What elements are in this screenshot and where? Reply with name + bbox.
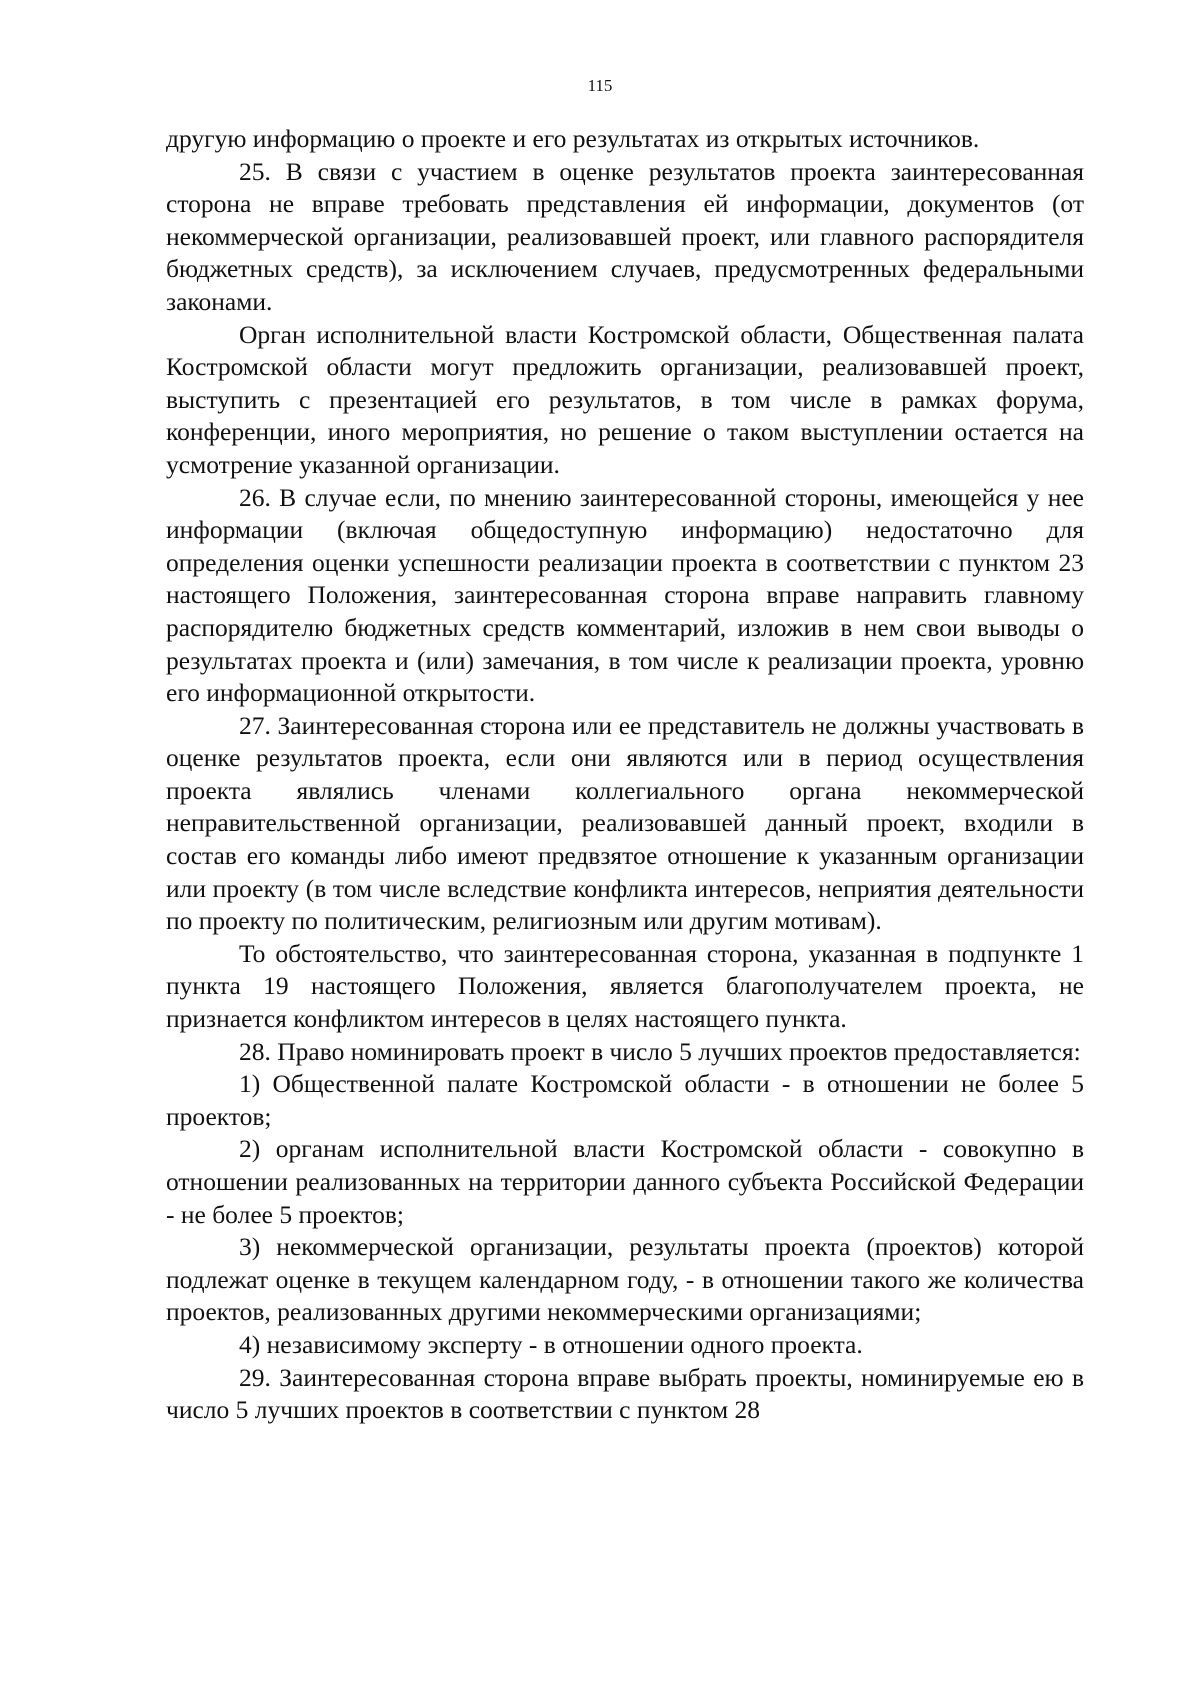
paragraph: 3) некоммерческой организации, результаты проекта (проектов) которой подлежат оценке в текущем календарном году, - в отношении такого же количества проектов, реализованных другими некоммерческими организациями; bbox=[166, 1232, 1084, 1327]
paragraph: Орган исполнительной власти Костромской области, Общественная палата Костромской области могут предложить организации, реализовавшей проект, выступить с презентацией его результатов, в том числе в рамках форума, конференции, иного мероприятия, но решение о таком выступлении остается на усмотрение указанной организации. bbox=[166, 319, 1084, 479]
paragraph: То обстоятельство, что заинтересованная сторона, указанная в подпункте 1 пункта 19 настоящего Положения, является благополучателем проекта, не признается конфликтом интересов в целях настоящего пункта. bbox=[166, 938, 1084, 1034]
paragraph: 1) Общественной палате Костромской области - в отношении не более 5 проектов; bbox=[166, 1069, 1084, 1131]
paragraph: 25. В связи с участием в оценке результатов проекта заинтересованная сторона не вправе требовать представления ей информации, документов (от некоммерческой организации, реализовавшей проект, или главного распорядителя бюджетных средств), за исключением случаев, предусмотренных федеральными законами. bbox=[166, 156, 1084, 316]
paragraph: 27. Заинтересованная сторона или ее представитель не должны участвовать в оценке результатов проекта, если они являются или в период осуществления проекта являлись членами коллегиального органа некоммерческой неправительственной организации, реализовавшей данный проект, входили в состав его команды либо имеют предвзятое отношение к указанным организации или проекту (в том числе вследствие конфликта интересов, неприятия деятельности по проекту по политическим, религиозным или другим мотивам). bbox=[166, 710, 1084, 936]
paragraph: 29. Заинтересованная сторона вправе выбрать проекты, номинируемые ею в число 5 лучших проектов в соответствии с пунктом 28 bbox=[166, 1362, 1084, 1425]
paragraph: 28. Право номинировать проект в число 5 лучших проектов предоставляется: bbox=[239, 1036, 1081, 1066]
paragraph: 2) органам исполнительной власти Костромской области - совокупно в отношении реализованных на территории данного субъекта Российской Федерации - не более 5 проектов; bbox=[166, 1134, 1084, 1229]
paragraph: 4) независимому эксперту - в отношении одного проекта. bbox=[239, 1329, 863, 1359]
document-body bbox=[166, 123, 1084, 1427]
paragraph: 26. В случае если, по мнению заинтересованной стороны, имеющейся у нее информации (включая общедоступную информацию) недостаточно для определения оценки успешности реализации проекта в соответствии с пунктом 23 настоящего Положения, заинтересованная сторона вправе направить главному распорядителю бюджетных средств комментарий, изложив в нем свои выводы о результатах проекта и (или) замечания, в том числе к реализации проекта, уровню его информационной открытости. bbox=[166, 482, 1084, 708]
paragraph: другую информацию о проекте и его результатах из открытых источников. bbox=[166, 124, 980, 153]
page-number: 115 bbox=[587, 76, 613, 95]
